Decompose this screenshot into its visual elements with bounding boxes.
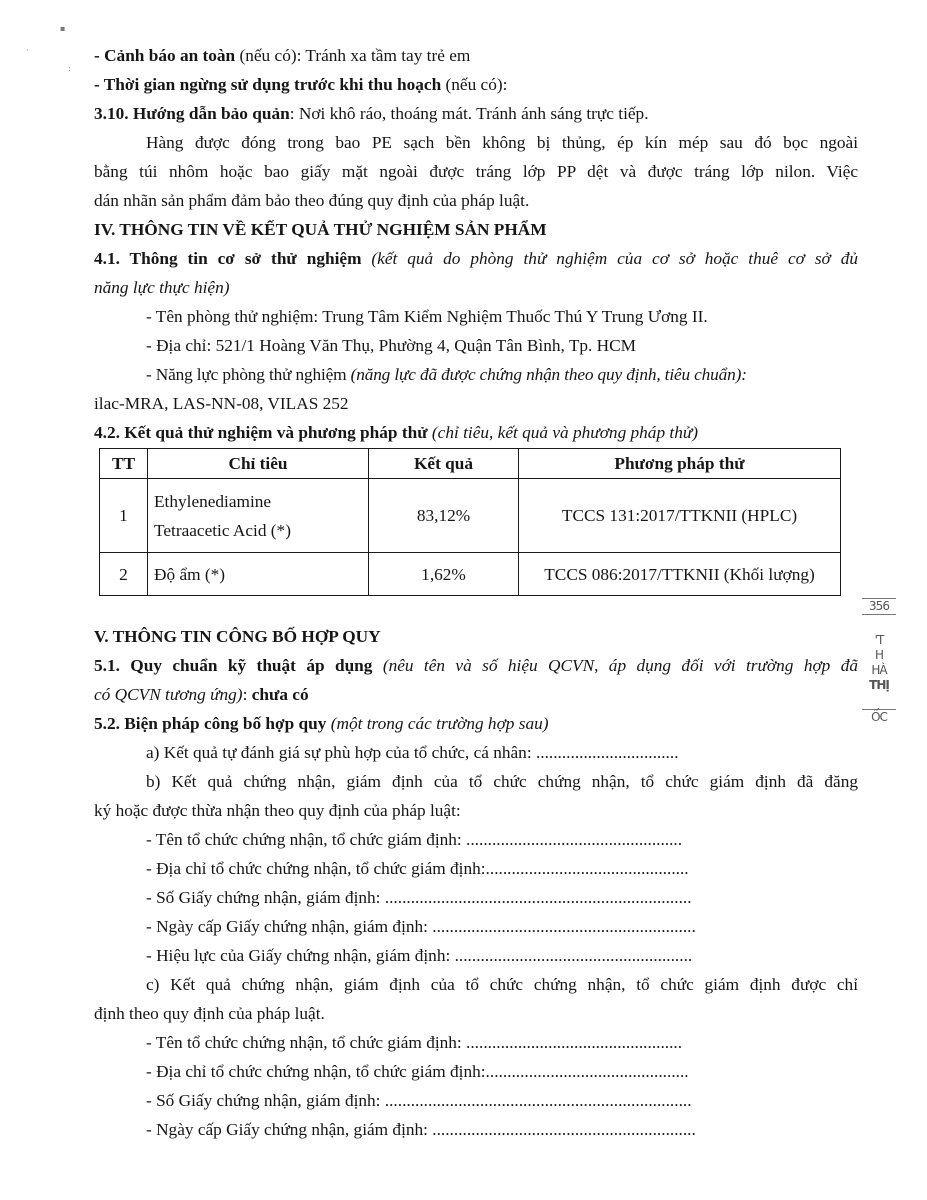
packaging-paragraph-line-3: dán nhãn sản phẩm đảm bảo theo đúng quy định của pháp luật.	[94, 191, 530, 210]
option-c-field-name: - Tên tổ chức chứng nhận, tổ chức giám định: ..................................................	[146, 1033, 683, 1052]
section-5-1-heading-cont: có QCVN tương ứng): chưa có	[94, 685, 309, 704]
section-5-heading: V. THÔNG TIN CÔNG BỐ HỢP QUY	[94, 627, 381, 646]
table-header-row	[100, 449, 841, 479]
scan-speck: :	[68, 64, 71, 73]
option-b-field-cert-number: - Số Giấy chứng nhận, giám định: .......................................................................	[146, 888, 692, 907]
packaging-paragraph-line-1: Hàng được đóng trong bao PE sạch bền không bị thủng, ép kín mép sau đó bọc ngoài	[146, 133, 858, 152]
header-ket-qua: Kết quả	[369, 449, 519, 479]
option-b-field-name: - Tên tổ chức chứng nhận, tổ chức giám định: ..................................................	[146, 830, 683, 849]
option-c-line-1: c) Kết quả chứng nhận, giám định của tổ chức chứng nhận, tổ chức giám định được chỉ	[146, 975, 858, 994]
section-5-1-heading: 5.1. Quy chuẩn kỹ thuật áp dụng (nêu tên và số hiệu QCVN, áp dụng đối với trường hợp đã	[94, 656, 858, 675]
cell-chi-tieu: Ethylenediamine Tetraacetic Acid (*)	[148, 479, 369, 553]
cell-phuong-phap: TCCS 131:2017/TTKNII (HPLC)	[519, 479, 841, 553]
cell-chi-tieu: Độ ẩm (*)	[148, 553, 369, 596]
section-4-heading: IV. THÔNG TIN VỀ KẾT QUẢ THỬ NGHIỆM SẢN PHẨM	[94, 220, 547, 239]
test-results-table	[99, 448, 841, 596]
cell-ket-qua: 83,12%	[369, 479, 519, 553]
header-chi-tieu: Chỉ tiêu	[148, 449, 369, 479]
lab-capability-line: - Năng lực phòng thử nghiệm (năng lực đã được chứng nhận theo quy định, tiêu chuẩn):	[146, 365, 747, 384]
section-4-1-heading: 4.1. Thông tin cơ sở thử nghiệm (kết quả do phòng thử nghiệm của cơ sở hoặc thuê cơ sở đủ	[94, 249, 858, 268]
option-c-field-issue-date: - Ngày cấp Giấy chứng nhận, giám định: .............................................................	[146, 1120, 696, 1139]
lab-name-line: - Tên phòng thử nghiệm: Trung Tâm Kiểm Nghiệm Thuốc Thú Y Trung Ương II.	[146, 307, 708, 326]
cell-phuong-phap: TCCS 086:2017/TTKNII (Khối lượng)	[519, 553, 841, 596]
option-b-field-issue-date: - Ngày cấp Giấy chứng nhận, giám định: .............................................................	[146, 917, 696, 936]
cell-tt: 2	[100, 553, 148, 596]
section-5-2-heading: 5.2. Biện pháp công bố hợp quy (một trong các trường hợp sau)	[94, 714, 549, 733]
table-row	[100, 553, 841, 596]
section-4-1-heading-cont: năng lực thực hiện)	[94, 278, 230, 297]
lab-capability-value: ilac-MRA, LAS-NN-08, VILAS 252	[94, 394, 349, 413]
storage-instructions-line: 3.10. Hướng dẫn bảo quản: Nơi khô ráo, thoáng mát. Tránh ánh sáng trực tiếp.	[94, 104, 649, 123]
cell-ket-qua: 1,62%	[369, 553, 519, 596]
option-b-line-2: ký hoặc được thừa nhận theo quy định của pháp luật:	[94, 801, 461, 820]
scan-speck: ·	[26, 46, 29, 55]
packaging-paragraph-line-2: bằng túi nhôm hoặc bao giấy mặt ngoài được tráng lớp PP dệt và được tráng lớp nilon. Việc	[94, 162, 858, 181]
option-a-line: a) Kết quả tự đánh giá sự phù hợp của tổ chức, cá nhân: .................................	[146, 743, 679, 762]
option-b-field-validity: - Hiệu lực của Giấy chứng nhận, giám định: .......................................................	[146, 946, 693, 965]
edge-stamp-fragment: 356 'T H HÀ THỊ ỐC	[862, 598, 896, 725]
header-phuong-phap: Phương pháp thử	[519, 449, 841, 479]
option-b-line-1: b) Kết quả chứng nhận, giám định của tổ chức chứng nhận, tổ chức giám định đã đăng	[146, 772, 858, 791]
section-4-2-heading: 4.2. Kết quả thử nghiệm và phương pháp thử (chỉ tiêu, kết quả và phương pháp thử)	[94, 423, 699, 442]
option-c-line-2: định theo quy định của pháp luật.	[94, 1004, 325, 1023]
header-tt: TT	[100, 449, 148, 479]
scan-speck: ▪	[60, 24, 66, 33]
option-b-field-address: - Địa chỉ tổ chức chứng nhận, tổ chức giám định:...............................................	[146, 859, 689, 878]
safety-warning-line: - Cảnh báo an toàn (nếu có): Tránh xa tầm tay trẻ em	[94, 46, 471, 65]
option-c-field-cert-number: - Số Giấy chứng nhận, giám định: .......................................................................	[146, 1091, 692, 1110]
lab-address-line: - Địa chỉ: 521/1 Hoàng Văn Thụ, Phường 4, Quận Tân Bình, Tp. HCM	[146, 336, 637, 355]
withdrawal-time-line: - Thời gian ngừng sử dụng trước khi thu hoạch (nếu có):	[94, 75, 508, 94]
table-row	[100, 479, 841, 553]
option-c-field-address: - Địa chỉ tổ chức chứng nhận, tổ chức giám định:...............................................	[146, 1062, 689, 1081]
cell-tt: 1	[100, 479, 148, 553]
document-page	[94, 41, 858, 1144]
